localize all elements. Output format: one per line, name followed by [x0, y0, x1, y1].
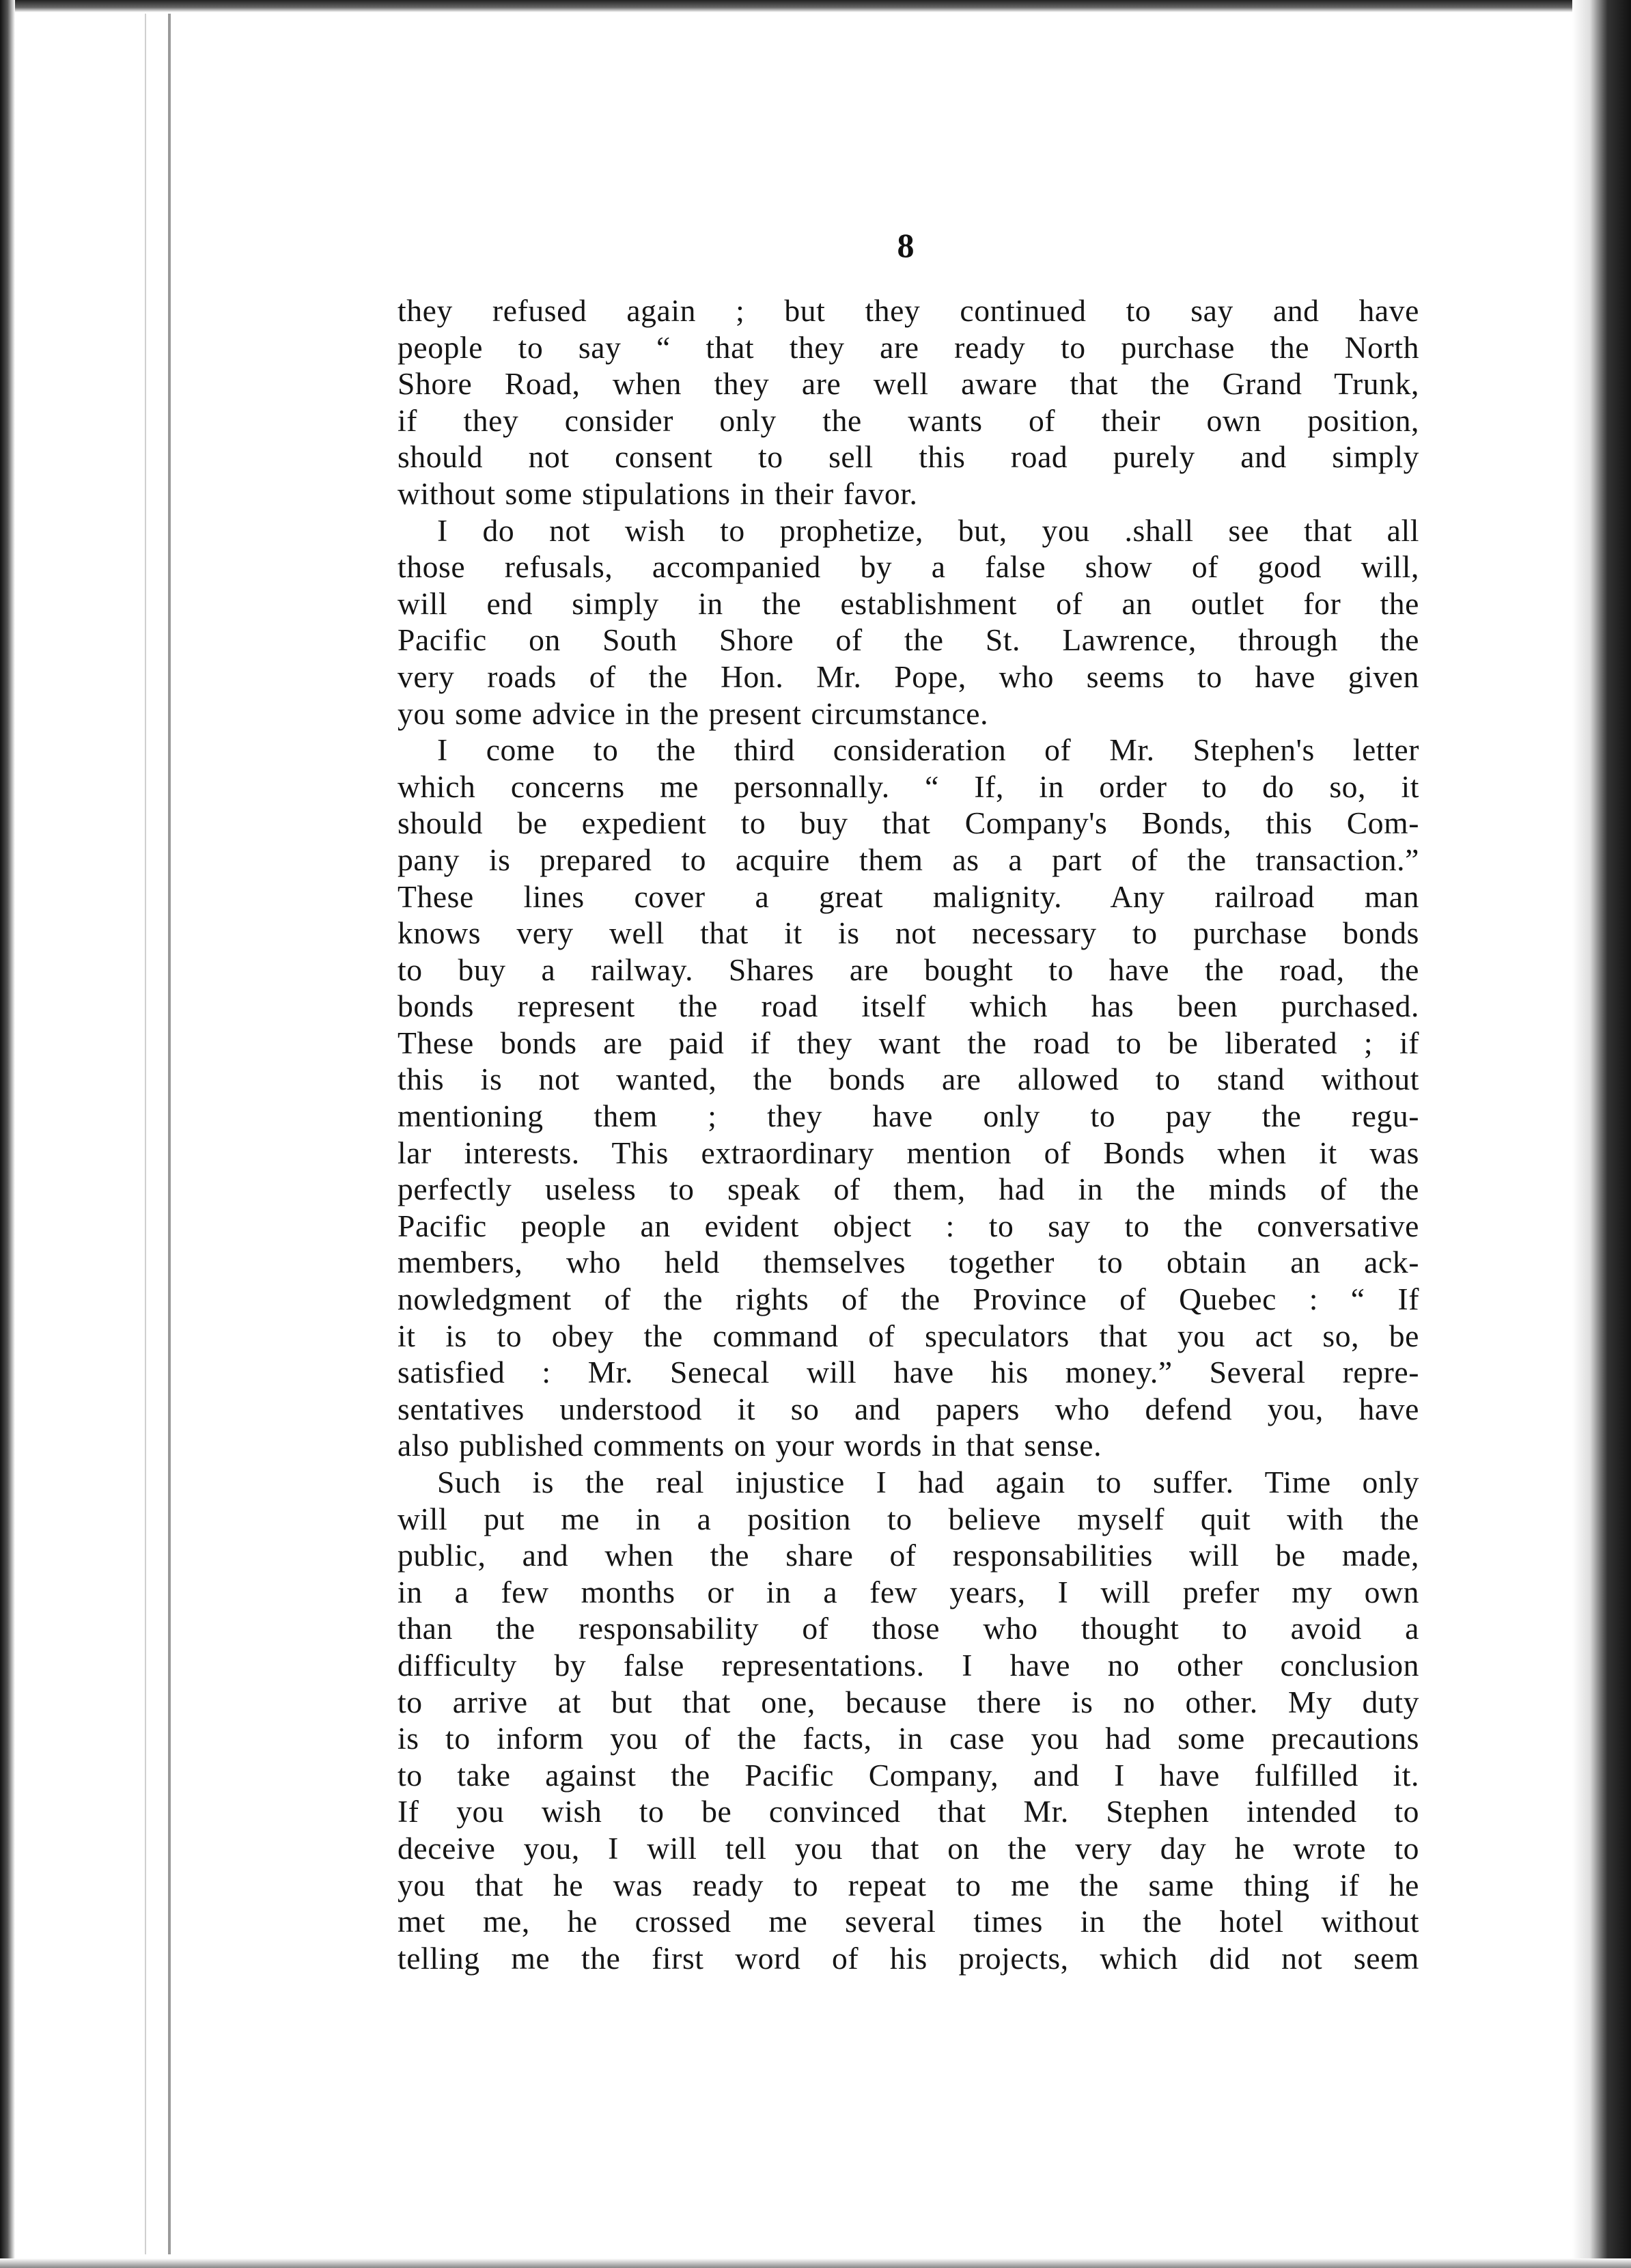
- text-line: These lines cover a great malignity. Any railroad man: [398, 879, 1419, 914]
- text-line: Pacific on South Shore of the St. Lawrence, through the: [398, 622, 1419, 658]
- text-line: nowledgment of the rights of the Province of Quebec : “ If: [398, 1282, 1419, 1317]
- text-line: mentioning them ; they have only to pay the regu-: [398, 1098, 1419, 1134]
- text-line: without some stipulations in their favor.: [398, 475, 918, 511]
- text-line: should be expedient to buy that Company's Bonds, this Com-: [398, 805, 1419, 841]
- text-line: is to inform you of the facts, in case you had some precautions: [398, 1721, 1419, 1756]
- text-line: public, and when the share of responsabilities will be made,: [398, 1538, 1419, 1573]
- text-line: Pacific people an evident object : to say to the conversative: [398, 1208, 1419, 1243]
- text-line: you that he was ready to repeat to me the same thing if he: [398, 1867, 1419, 1903]
- scan-bottom-edge: [0, 2258, 1631, 2268]
- text-line: those refusals, accompanied by a false show of good will,: [398, 549, 1419, 585]
- text-line: deceive you, I will tell you that on the very day he wrote to: [398, 1830, 1419, 1866]
- text-line: Shore Road, when they are well aware that the Grand Trunk,: [398, 366, 1419, 402]
- scan-right-edge: [1572, 0, 1631, 2268]
- text-line: will put me in a position to believe myself quit with the: [398, 1501, 1419, 1536]
- text-line: telling me the first word of his projects, which did not seem: [398, 1940, 1419, 1976]
- text-line: they refused again ; but they continued to say and have: [398, 293, 1419, 328]
- text-line: in a few months or in a few years, I will prefer my own: [398, 1574, 1419, 1609]
- text-line: These bonds are paid if they want the road to be liberated ; if: [398, 1025, 1419, 1060]
- text-line: this is not wanted, the bonds are allowed to stand without: [398, 1062, 1419, 1097]
- page-number: 8: [897, 226, 915, 264]
- text-line: met me, he crossed me several times in the hotel without: [398, 1904, 1419, 1939]
- text-line: If you wish to be convinced that Mr. Stephen intended to: [398, 1794, 1419, 1829]
- text-line: you some advice in the present circumstance.: [398, 695, 989, 731]
- text-line: which concerns me personnally. “ If, in order to do so, it: [398, 769, 1419, 804]
- text-line: lar interests. This extraordinary mention of Bonds when it was: [398, 1135, 1419, 1170]
- text-line: than the responsability of those who thought to avoid a: [398, 1611, 1419, 1646]
- text-line: also published comments on your words in that sense.: [398, 1428, 1102, 1463]
- text-line: knows very well that it is not necessary to purchase bonds: [398, 915, 1419, 951]
- text-line: very roads of the Hon. Mr. Pope, who seems to have given: [398, 659, 1419, 694]
- text-line: sentatives understood it so and papers who defend you, have: [398, 1391, 1419, 1426]
- text-line: will end simply in the establishment of an outlet for the: [398, 585, 1419, 621]
- scan-gutter-line: [168, 14, 171, 2254]
- body-text: [398, 292, 1419, 1976]
- text-line: I do not wish to prophetize, but, you .shall see that all: [437, 512, 1419, 548]
- text-line: bonds represent the road itself which has been purchased.: [398, 988, 1419, 1024]
- text-line: I come to the third consideration of Mr. Stephen's letter: [437, 732, 1419, 768]
- text-line: to buy a railway. Shares are bought to have the road, the: [398, 952, 1419, 987]
- text-line: if they consider only the wants of their own position,: [398, 402, 1419, 438]
- scan-top-edge: [0, 0, 1631, 12]
- text-line: pany is prepared to acquire them as a part of the transaction.”: [398, 842, 1419, 877]
- text-line: to take against the Pacific Company, and I have fulfilled it.: [398, 1757, 1419, 1793]
- text-line: Such is the real injustice I had again to suffer. Time only: [437, 1465, 1419, 1499]
- text-line: difficulty by false representations. I have no other conclusion: [398, 1647, 1419, 1683]
- text-line: it is to obey the command of speculators that you act so, be: [398, 1318, 1419, 1353]
- text-line: perfectly useless to speak of them, had in the minds of the: [398, 1172, 1419, 1207]
- text-line: people to say “ that they are ready to purchase the North: [398, 329, 1419, 365]
- text-line: should not consent to sell this road purely and simply: [398, 439, 1419, 475]
- text-line: members, who held themselves together to obtain an ack-: [398, 1245, 1419, 1280]
- text-line: to arrive at but that one, because there is no other. My duty: [398, 1684, 1419, 1719]
- scan-gutter-shadow: [145, 14, 146, 2254]
- scan-left-edge: [0, 0, 15, 2268]
- text-line: satisfied : Mr. Senecal will have his money.” Several repre-: [398, 1355, 1419, 1390]
